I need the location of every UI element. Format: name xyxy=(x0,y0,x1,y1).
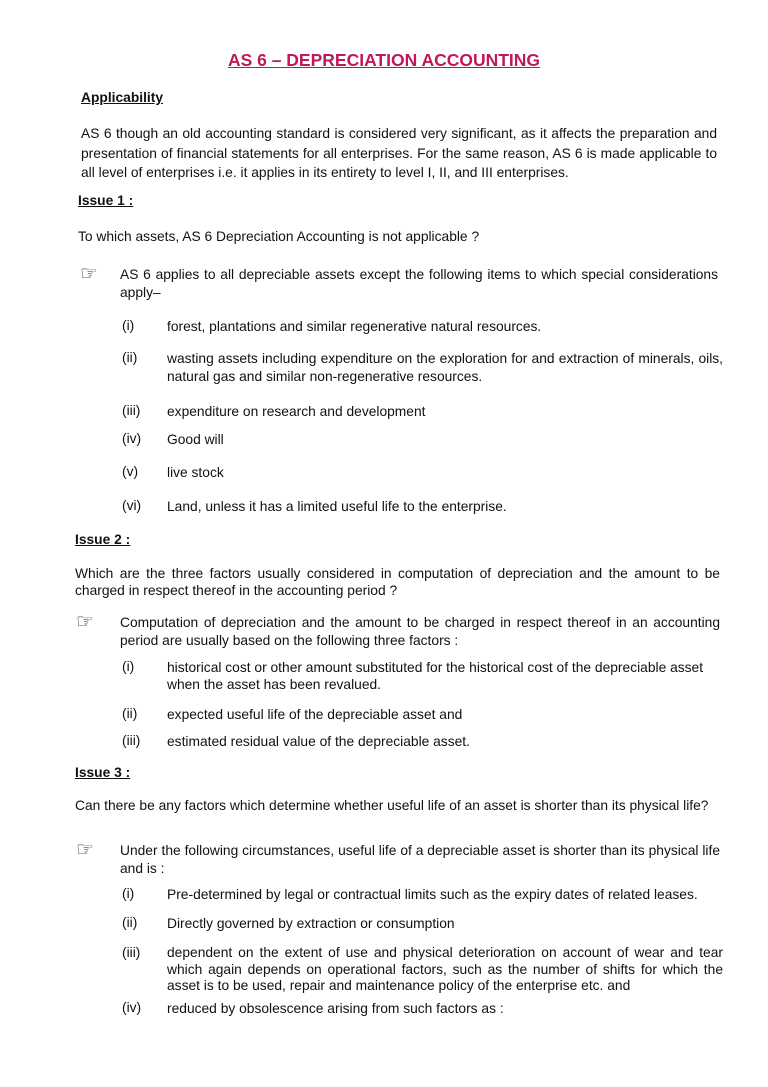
list-item-text: dependent on the extent of use and physical deterioration on account of wear and tear which again depends on operational factors, such as the number of shifts for which the asset is to be used, repair and maintenance policy of the enterprise etc. and xyxy=(167,945,723,994)
list-item-number: (vi) xyxy=(122,498,142,513)
list-item-text: forest, plantations and similar regenerative natural resources. xyxy=(167,319,542,334)
list-item-number: (iii) xyxy=(122,733,141,748)
list-item-number: (iii) xyxy=(122,403,141,418)
list-item-number: (i) xyxy=(122,886,135,901)
list-item-text: Pre-determined by legal or contractual limits such as the expiry dates of related leases. xyxy=(167,887,698,902)
issue-1-question: To which assets, AS 6 Depreciation Accounting is not applicable ? xyxy=(78,229,480,244)
issue-2-heading: Issue 2 : xyxy=(75,532,131,547)
issue-1-heading: Issue 1 : xyxy=(78,193,134,208)
applicability-paragraph: AS 6 though an old accounting standard is considered very significant, as it affects the preparation and presentation of financial statements for all enterprises. For the same reason, AS 6 is made applicable to all level of enterprises i.e. it applies in its entirety to level I, II, and III enterprises. xyxy=(81,126,717,181)
pointing-hand-icon: ☞ xyxy=(76,611,94,633)
pointing-hand-icon: ☞ xyxy=(80,263,98,285)
list-item-text: expenditure on research and development xyxy=(167,404,426,419)
issue-2-question: Which are the three factors usually considered in computation of depreciation and the amount to be charged in respect thereof in the accounting period ? xyxy=(75,566,720,598)
list-item-number: (iv) xyxy=(122,1000,142,1015)
list-item-number: (ii) xyxy=(122,350,138,365)
list-item-text: Good will xyxy=(167,432,224,447)
list-item-text: live stock xyxy=(167,465,224,480)
list-item-number: (iv) xyxy=(122,431,142,446)
list-item-text: historical cost or other amount substituted for the historical cost of the depreciable asset when the asset has been revalued. xyxy=(167,660,704,693)
list-item-text: estimated residual value of the depreciable asset. xyxy=(167,734,470,749)
issue-3-answer: Under the following circumstances, useful life of a depreciable asset is shorter than its physical life and is : xyxy=(120,843,720,876)
list-item-number: (i) xyxy=(122,659,135,674)
issue-3-heading: Issue 3 : xyxy=(75,765,131,780)
list-item-text: expected useful life of the depreciable asset and xyxy=(167,707,463,722)
list-item-text: wasting assets including expenditure on the exploration for and extraction of minerals, oils, natural gas and similar non-regenerative resources. xyxy=(167,351,723,384)
list-item-number: (i) xyxy=(122,318,135,333)
issue-1-answer: AS 6 applies to all depreciable assets except the following items to which special considerations apply– xyxy=(120,267,718,300)
list-item-text: Directly governed by extraction or consumption xyxy=(167,916,455,931)
page-title: AS 6 – DEPRECIATION ACCOUNTING xyxy=(227,50,541,70)
list-item-text: reduced by obsolescence arising from such factors as : xyxy=(167,1001,504,1016)
list-item-number: (ii) xyxy=(122,706,138,721)
pointing-hand-icon: ☞ xyxy=(76,839,94,861)
issue-2-answer: Computation of depreciation and the amount to be charged in respect thereof in an accounting period are usually based on the following three factors : xyxy=(120,615,720,648)
list-item-number: (ii) xyxy=(122,915,138,930)
applicability-heading: Applicability xyxy=(81,90,164,105)
list-item-number: (v) xyxy=(122,464,139,479)
list-item-number: (iii) xyxy=(122,945,141,960)
list-item-text: Land, unless it has a limited useful life to the enterprise. xyxy=(167,499,507,514)
issue-3-question: Can there be any factors which determine whether useful life of an asset is shorter than its physical life? xyxy=(75,798,709,813)
